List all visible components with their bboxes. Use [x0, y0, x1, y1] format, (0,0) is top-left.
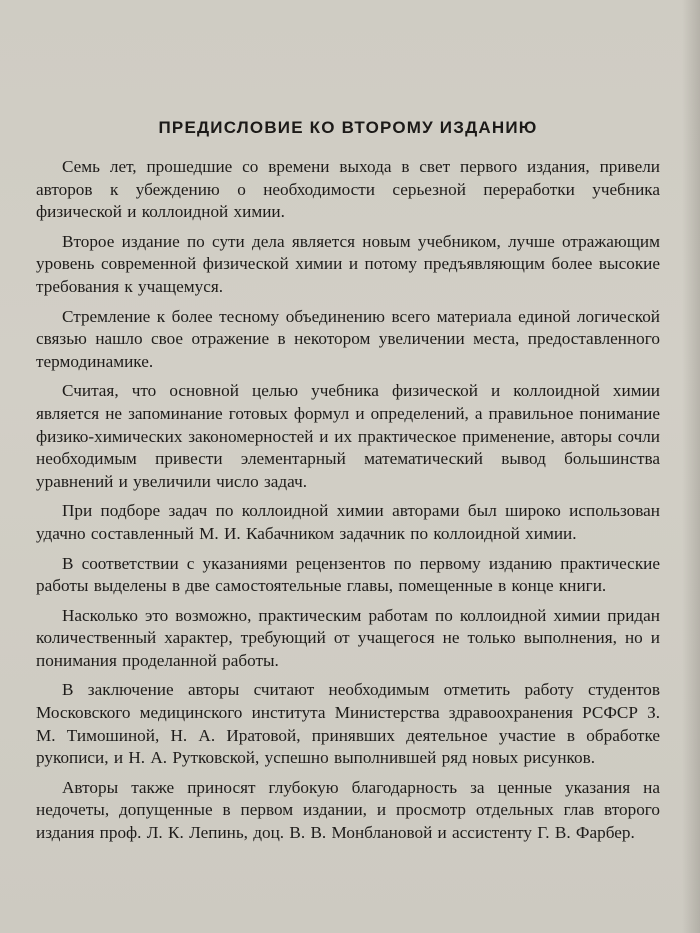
- paragraph-7: Насколько это возможно, практическим работам по коллоидной химии придан количественный характер, требующий от учащегося не только выполнения, но и понимания проделанной работы.: [36, 605, 660, 670]
- paragraph-6: В соответствии с указаниями рецензентов по первому изданию практические работы выделены в две самостоятельные главы, помещенные в конце книги.: [36, 553, 660, 596]
- paragraph-8: В заключение авторы считают необходимым отметить работу студентов Московского медицинского института Министерства здравоохранения РСФСР З. М. Тимошиной, Н. А. Иратовой, принявших деятельное участие в обработке рукописи, и Н. А. Рутковской, успешно выполнившей ряд новых рисунков.: [36, 680, 660, 768]
- paragraph-2: Второе издание по сути дела является новым учебником, лучше отражающим уровень современной физической химии и потому предъявляющим более высокие требования к учащемуся.: [36, 231, 660, 296]
- paragraph-4: Считая, что основной целью учебника физической и коллоидной химии является не запоминание готовых формул и определений, а правильное понимание физико-химических закономерностей и их практическое применение, авторы сочли необходимым привести элементарный математический вывод большинства уравнений и увеличили число задач.: [36, 381, 660, 491]
- preface-content: [36, 118, 660, 852]
- page-heading: ПРЕДИСЛОВИЕ КО ВТОРОМУ ИЗДАНИЮ: [158, 118, 538, 137]
- paragraph-5: При подборе задач по коллоидной химии авторами был широко использован удачно составленный М. И. Кабачником задачник по коллоидной химии.: [36, 501, 660, 543]
- paragraph-1: Семь лет, прошедшие со времени выхода в свет первого издания, привели авторов к убеждению о необходимости серьезной переработки учебника физической и коллоидной химии.: [36, 157, 660, 222]
- paragraph-9: Авторы также приносят глубокую благодарность за ценные указания на недочеты, допущенные в первом издании, и просмотр отдельных глав второго издания проф. Л. К. Лепинь, доц. В. В. Монблановой и ассистенту Г. В. Фарбер.: [36, 777, 660, 843]
- paragraph-3: Стремление к более тесному объединению всего материала единой логической связью нашло свое отражение в некотором увеличении места, предоставленного термодинамике.: [36, 306, 660, 371]
